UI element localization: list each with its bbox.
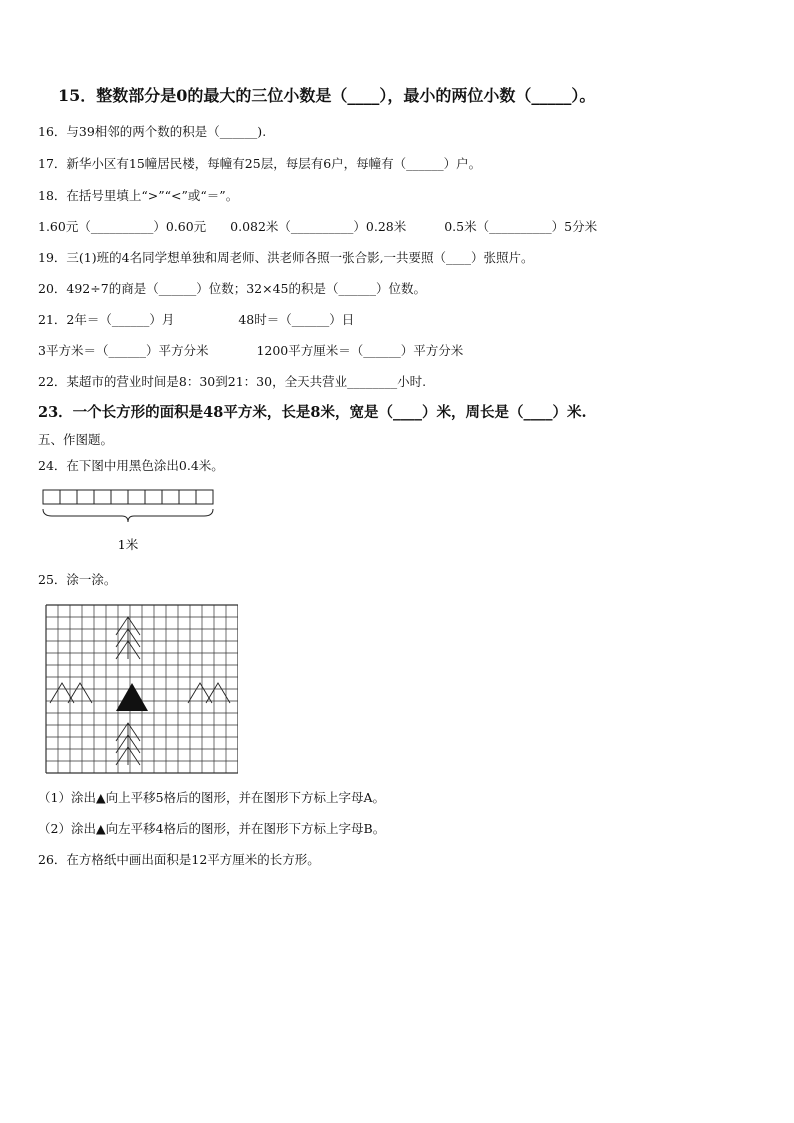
question-25: 25．涂一涂。 [38,572,117,587]
translation-grid[interactable] [44,603,238,775]
section-5-title: 五、作图题。 [38,432,114,447]
grid-lines [46,605,238,773]
meter-brace [43,509,213,522]
question-25-1: （1）涂出▲向上平移5格后的图形，并在图形下方标上字母A。 [38,790,386,805]
arrow-shapes [50,617,230,765]
meter-cell[interactable] [94,490,111,504]
question-17: 17．新华小区有15幢居民楼，每幢有25层，每层有6户，每幢有（______）户。 [38,156,482,171]
meter-cell[interactable] [196,490,213,504]
question-21a: 21．2年＝（______）月 [38,312,175,327]
meter-strip-figure [40,488,222,556]
meter-cell[interactable] [162,490,179,504]
meter-cell[interactable] [60,490,77,504]
question-16: 16．与39相邻的两个数的积是（______). [38,124,267,139]
question-15: 15．整数部分是0的最大的三位小数是（____），最小的两位小数（_____）。 [58,86,596,105]
question-24: 24．在下图中用黑色涂出0.4米。 [38,458,224,473]
compare-1: 1.60元（__________）0.60元 [38,219,207,234]
question-23: 23．一个长方形的面积是48平方米，长是8米，宽是（____）米，周长是（____）米. [38,404,587,421]
question-21-row2 [38,343,463,359]
question-19: 19．三(1)班的4名同学想单独和周老师、洪老师各照一张合影,一共要照（____）张照片。 [38,250,534,265]
question-18-row [38,219,597,235]
arrow-left-chevron-2 [68,683,92,703]
compare-3: 0.5米（__________）5分米 [444,219,598,234]
arrow-right-chevron-2 [206,683,230,703]
meter-cell[interactable] [128,490,145,504]
meter-cell[interactable] [145,490,162,504]
meter-cell[interactable] [77,490,94,504]
question-22: 22．某超市的营业时间是8：30到21：30，全天共营业________小时. [38,374,427,389]
question-21-row1 [38,312,354,328]
black-triangle [116,683,148,711]
question-20: 20．492÷7的商是（______）位数；32×45的积是（______）位数。 [38,281,426,296]
question-21b: 48时＝（______）日 [238,312,355,327]
question-25-2: （2）涂出▲向左平移4格后的图形，并在图形下方标上字母B。 [38,821,386,836]
arrow-left-chevron-1 [50,683,74,703]
compare-2: 0.082米（__________）0.28米 [230,219,407,234]
question-21c: 3平方米＝（______）平方分米 [38,343,209,358]
meter-cell[interactable] [43,490,60,504]
meter-cell[interactable] [179,490,196,504]
arrow-right-chevron-1 [188,683,212,703]
meter-label: 1米 [117,537,139,552]
meter-cell[interactable] [111,490,128,504]
question-26: 26．在方格纸中画出面积是12平方厘米的长方形。 [38,852,320,867]
question-18: 18．在括号里填上“>”“<”或“＝”。 [38,188,239,203]
meter-strip[interactable] [43,490,213,504]
question-21d: 1200平方厘米＝（______）平方分米 [256,343,464,358]
